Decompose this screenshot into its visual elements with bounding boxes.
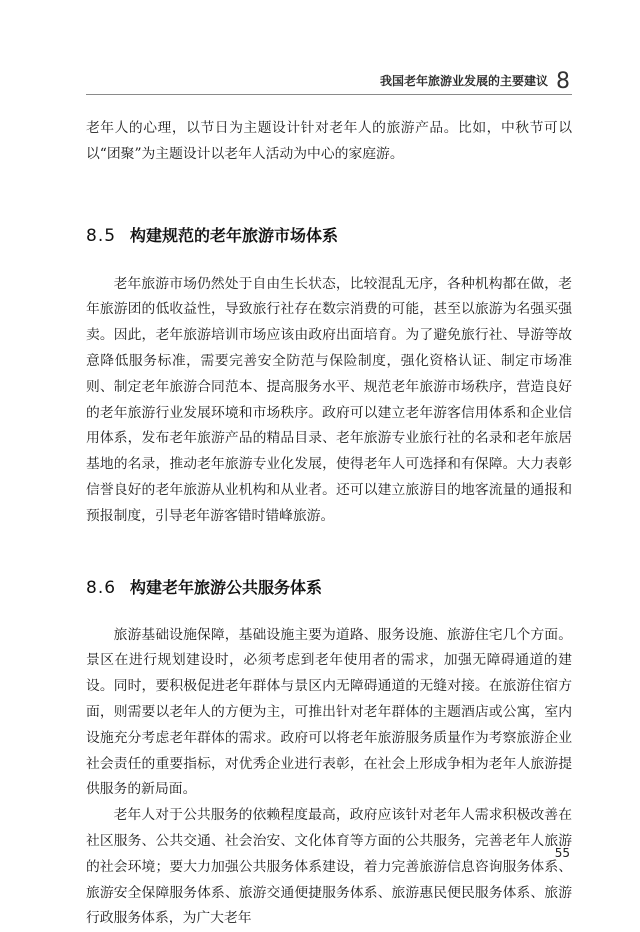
section-heading-8-5 [86, 225, 572, 247]
section-heading-8-6 [86, 577, 572, 599]
section-title: 构建老年旅游公共服务体系 [130, 577, 323, 597]
page-body [86, 116, 572, 932]
section-8-6-paragraph-1: 旅游基础设施保障，基础设施主要为道路、服务设施、旅游住宅几个方面。景区在进行规划建设时，必须考虑到老年使用者的需求，加强无障碍通道的建设。同时，要积极促进老年群体与景区内无障碍通道的无缝对接。在旅游住宿方面，则需要以老年人的方便为主，可推出针对老年群体的主题酒店或公寓，室内设施充分考虑老年群体的需求。政府可以将老年旅游服务质量作为考察旅游企业社会责任的重要指标，对优秀企业进行表彰，在社会上形成争相为老年人旅游提供服务的新局面。 [86, 626, 572, 798]
running-header-title: 我国老年旅游业发展的主要建议 [379, 74, 548, 88]
page-number: 55 [554, 846, 570, 860]
section-title: 构建规范的老年旅游市场体系 [130, 225, 339, 245]
section-number: 8.6 [86, 577, 117, 598]
section-8-6-paragraph-2: 老年人对于公共服务的依赖程度最高，政府应该针对老年人需求积极改善在社区服务、公共交通、社会治安、文化体育等方面的公共服务，完善老年人旅游的社会环境；要大力加强公共服务体系建设，着力完善旅游信息咨询服务体系、旅游安全保障服务体系、旅游交通便捷服务体系、旅游惠民便民服务体系、旅游行政服务体系，为广大老年 [86, 807, 572, 927]
running-header [86, 70, 572, 95]
section-8-5-paragraph: 老年旅游市场仍然处于自由生长状态，比较混乱无序，各种机构都在做，老年旅游团的低收益性，导致旅行社存在数宗消费的可能，甚至以旅游为名强买强卖。因此，老年旅游培训市场应该由政府出面培育。为了避免旅行社、导游等故意降低服务标准，需要完善安全防范与保险制度，强化资格认证、制定市场准则、制定老年旅游合同范本、提高服务水平、规范老年旅游市场秩序，营造良好的老年旅游行业发展环境和市场秩序。政府可以建立老年游客信用体系和企业信用体系，发布老年旅游产品的精品目录、老年旅游专业旅行社的名录和老年旅居基地的名录，推动老年旅游专业化发展，使得老年人可选择和有保障。大力表彰信誉良好的老年旅游从业机构和从业者。还可以建立旅游目的地客流量的通报和预报制度，引导老年游客错时错峰旅游。 [86, 275, 572, 524]
intro-paragraph: 老年人的心理，以节日为主题设计针对老年人的旅游产品。比如，中秋节可以以“团聚”为主题设计以老年人活动为中心的家庭游。 [86, 120, 572, 162]
section-number: 8.5 [86, 225, 117, 246]
chapter-number: 8 [556, 69, 570, 94]
